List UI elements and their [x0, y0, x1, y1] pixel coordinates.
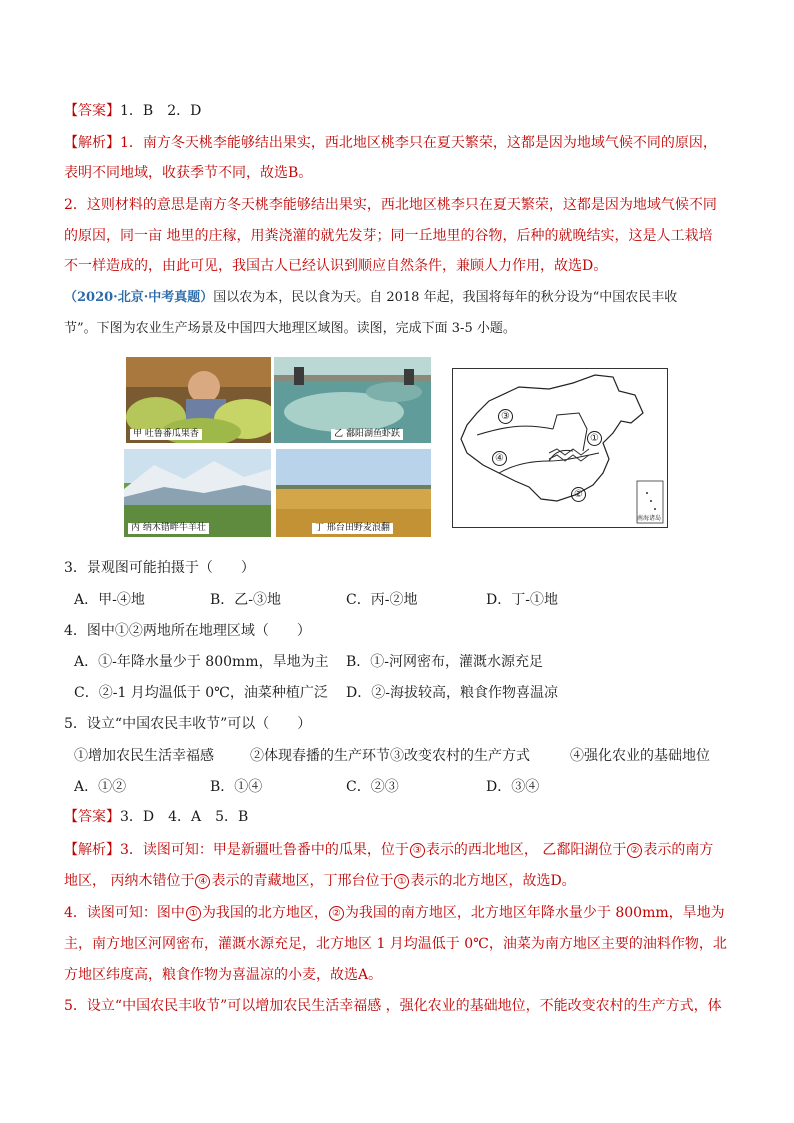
analysis2-line-3: [64, 903, 734, 923]
photo-turpan: [126, 357, 271, 443]
analysis2-line-1: [64, 840, 734, 860]
analysis2-text-1c: 表示的南方: [643, 842, 714, 858]
question-intro-line-1: [64, 288, 734, 308]
caption-photo-d: 丁 邢台田野麦浪翻: [312, 523, 393, 534]
circle-2b: ②: [329, 906, 344, 921]
inset-label: 南海诸岛: [637, 515, 662, 522]
analysis2-line-6: 5．设立“中国农民丰收节”可以增加农民生活幸福感 ，强化农业的基础地位，不能改变农村的生产方式，体: [64, 998, 722, 1014]
analysis2-line-2: [64, 871, 734, 891]
q3-option-b: B．乙-③地: [210, 592, 282, 608]
intro-text: 国以农为本，民以食为天。自 2018 年起，我国将每年的秋分设为“中国农民丰收: [213, 290, 678, 305]
china-regions-map: [452, 368, 668, 528]
photo-poyang: [274, 357, 431, 443]
analysis2-text-1b: 表示的西北地区， 乙鄱阳湖位于: [425, 842, 627, 858]
q5-option-c: C．②③: [346, 779, 399, 795]
answer-text-2: 3．D 4．A 5．B: [120, 809, 249, 825]
analysis-line-2: 表明不同地域，收获季节不同，故选B。: [64, 165, 313, 181]
answer-line-1: [64, 101, 734, 121]
map-label-1: ①: [587, 431, 602, 446]
q5-option-d: D．③④: [486, 779, 540, 795]
photo-xingtai: [276, 449, 431, 537]
analysis-line-5: 不一样造成的，由此可见，我国古人已经认识到顺应自然条件，兼顾人力作用，故选D。: [64, 258, 608, 274]
analysis2-text-3c: 为我国的南方地区，北方地区年降水量少于 800mm，旱地为: [344, 905, 725, 921]
map-label-2: ②: [571, 487, 586, 502]
analysis-text: 1．南方冬天桃李能够结出果实，西北地区桃李只在夏天繁荣，这都是因为地域气候不同的原因，: [120, 135, 717, 151]
circle-3: ③: [410, 843, 425, 858]
analysis-line-1: [64, 133, 734, 153]
analysis2-text-3b: 为我国的北方地区，: [201, 905, 328, 921]
q3-option-c: C．丙-②地: [346, 592, 418, 608]
analysis2-line-5: 方地区纬度高，粮食作物为喜温凉的小麦，故选A。: [64, 967, 383, 983]
q5-item-4: ④强化农业的基础地位: [570, 748, 710, 764]
q5-item-2: ②体现春播的生产环节: [250, 748, 390, 764]
circle-1b: ①: [186, 906, 201, 921]
map-label-4: ④: [492, 451, 507, 466]
answer-tag-2: 【答案】: [64, 809, 120, 825]
circle-4: ④: [195, 874, 210, 889]
analysis2-text-2c: 表示的北方地区，故选D。: [410, 873, 576, 889]
caption-photo-c: 丙 纳木错畔牛羊壮: [128, 523, 209, 534]
question-intro-line-2: 节”。下图为农业生产场景及中国四大地理区域图。读图，完成下面 3-5 小题。: [64, 321, 516, 336]
answer-line-2: [64, 807, 734, 827]
caption-photo-b: 乙 鄱阳湖鱼虾跃: [331, 429, 403, 440]
answer-tag: 【答案】: [64, 103, 120, 119]
q5-option-b: B．①④: [210, 779, 263, 795]
circle-2: ②: [627, 843, 642, 858]
analysis2-text-1a: 3．读图可知：甲是新疆吐鲁番中的瓜果，位于: [120, 842, 409, 858]
answer-text: 1．B 2．D: [120, 103, 202, 119]
q3-option-d: D．丁-①地: [486, 592, 558, 608]
q5-stem: 5．设立“中国农民丰收节”可以（ ）: [64, 716, 312, 732]
exam-source: （2020·北京·中考真题）: [64, 290, 214, 305]
analysis-line-3: 2．这则材料的意思是南方冬天桃李能够结出果实，西北地区桃李只在夏天繁荣，这都是因为地域气候不同: [64, 197, 717, 213]
analysis-tag: 【解析】: [64, 135, 120, 151]
circle-1: ①: [394, 874, 409, 889]
q3-option-a: A．甲-④地: [74, 592, 145, 608]
photo-namtso: [124, 449, 271, 537]
q3-stem: 3．景观图可能拍摄于（ ）: [64, 560, 255, 576]
analysis2-text-2b: 表示的青藏地区，丁邢台位于: [211, 873, 394, 889]
q4-stem: 4．图中①②两地所在地理区域（ ）: [64, 623, 311, 639]
analysis2-tag: 【解析】: [64, 842, 120, 858]
analysis2-text-3a: 4．读图可知：图中: [64, 905, 185, 921]
q4-option-a: A．①-年降水量少于 800mm，旱地为主: [74, 654, 329, 670]
analysis2-text-2a: 地区， 丙纳木错位于: [64, 873, 195, 889]
q4-option-b: B．①-河网密布，灌溉水源充足: [346, 654, 544, 670]
q5-item-3: ③改变农村的生产方式: [390, 748, 530, 764]
q5-option-a: A．①②: [74, 779, 127, 795]
map-label-3: ③: [498, 409, 513, 424]
analysis-line-4: 的原因，同一亩 地里的庄稼，用粪浇灌的就先发芽；同一丘地里的谷物，后种的就晚结实，这是人工栽培: [64, 228, 713, 244]
caption-photo-a: 甲 吐鲁番瓜果香: [130, 429, 202, 440]
china-map-outline: [453, 369, 667, 527]
q4-option-d: D．②-海拔较高，粮食作物喜温凉: [346, 685, 558, 701]
q5-item-1: ①增加农民生活幸福感: [74, 748, 214, 764]
analysis2-line-4: 主，南方地区河网密布，灌溉水源充足，北方地区 1 月均温低于 0℃，油菜为南方地区主要的油料作物，北: [64, 936, 727, 952]
q4-option-c: C．②-1 月均温低于 0℃，油菜种植广泛: [74, 685, 328, 701]
